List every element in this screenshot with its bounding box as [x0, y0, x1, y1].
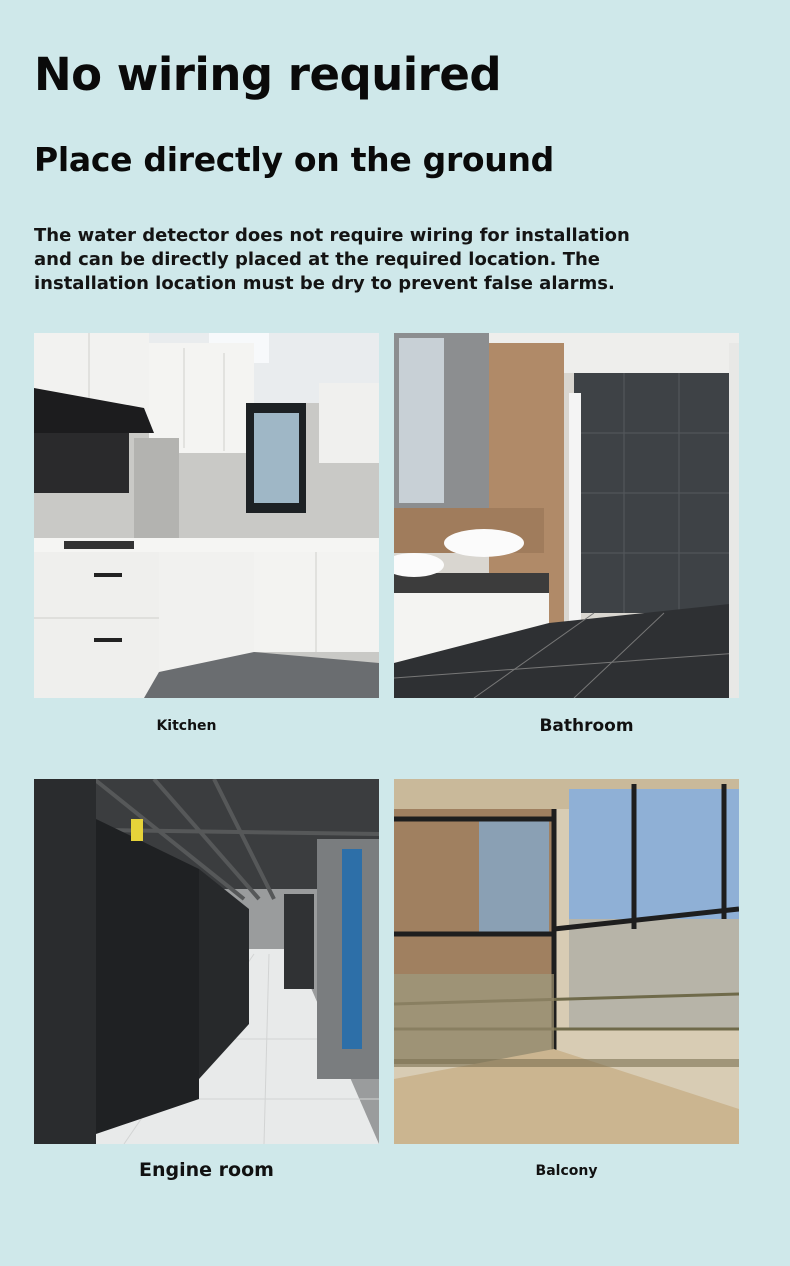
description-text: The water detector does not require wiring for installation and can be directly placed at the required location. The installation location must be dry to prevent false alarms.	[34, 225, 630, 294]
kitchen-label: Kitchen	[156, 718, 217, 734]
page-title: No wiring required	[34, 48, 502, 101]
engine-room-label: Engine room	[139, 1159, 274, 1181]
balcony-photo	[394, 779, 739, 1144]
bathroom-label: Bathroom	[539, 716, 634, 736]
engine-room-photo	[34, 779, 379, 1144]
page-subtitle: Place directly on the ground	[34, 140, 555, 179]
kitchen-photo	[34, 333, 379, 698]
balcony-label: Balcony	[535, 1163, 598, 1179]
bathroom-photo	[394, 333, 739, 698]
